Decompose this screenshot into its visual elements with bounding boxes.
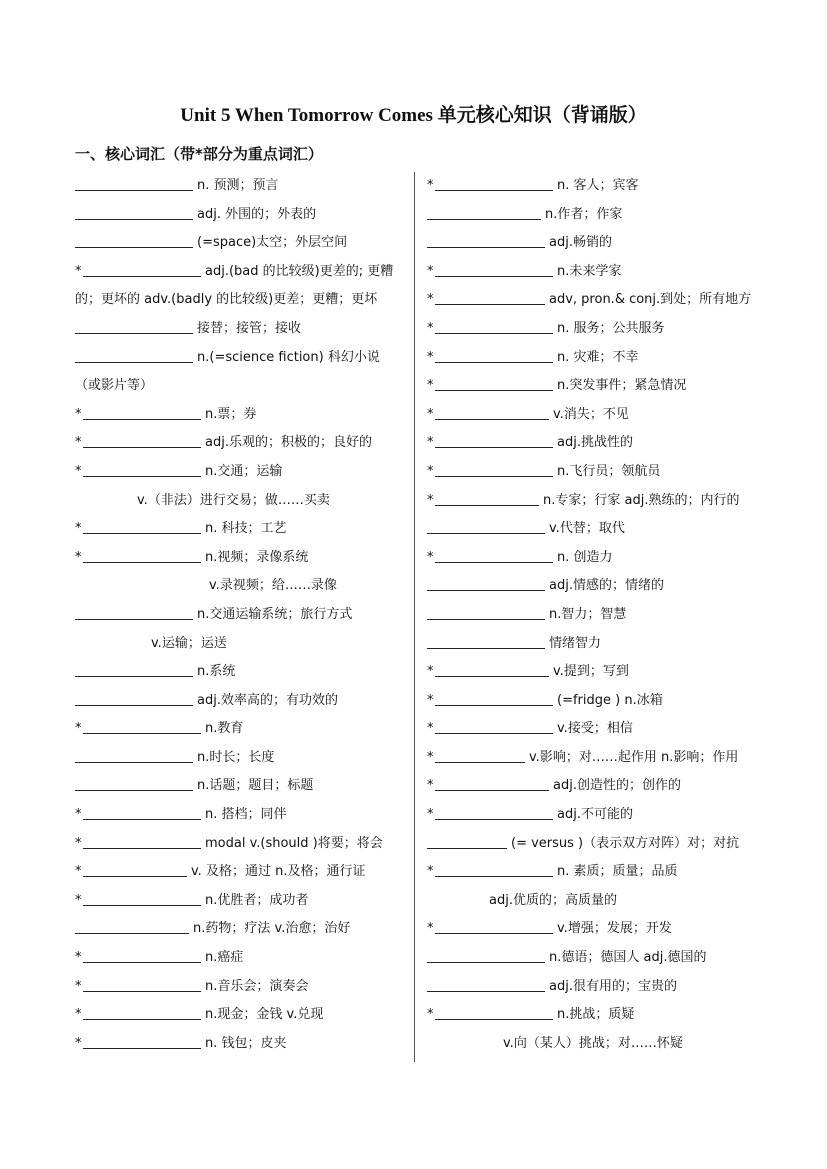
vocab-entry (75, 830, 405, 859)
key-word-star: * (427, 349, 434, 365)
answer-blank[interactable] (435, 661, 549, 677)
key-word-star: * (427, 263, 434, 279)
vocab-entry (427, 944, 757, 973)
key-word-star: * (427, 864, 434, 880)
answer-blank[interactable] (83, 518, 201, 534)
vocab-entry (75, 944, 405, 973)
answer-blank[interactable] (75, 775, 193, 791)
vocab-entry (427, 1030, 757, 1059)
vocab-entry (427, 973, 757, 1002)
key-word-star: * (75, 463, 82, 479)
answer-blank[interactable] (435, 490, 539, 506)
word-meaning: n.票；券 (205, 406, 257, 422)
word-meaning: (=space)太空；外层空间 (197, 235, 348, 251)
word-meaning: v.提到；写到 (553, 664, 629, 680)
answer-blank[interactable] (83, 861, 187, 877)
vocab-entry (75, 973, 405, 1002)
answer-blank[interactable] (435, 547, 553, 563)
vocab-entry (427, 401, 757, 430)
vocab-entry (427, 315, 757, 344)
vocab-entry (75, 429, 405, 458)
word-meaning: v.运输；运送 (151, 635, 227, 651)
vocab-entry (427, 601, 757, 630)
word-meaning: n.德语；德国人 adj.德国的 (549, 950, 707, 966)
key-word-star: * (427, 406, 434, 422)
answer-blank[interactable] (435, 690, 553, 706)
answer-blank[interactable] (83, 976, 201, 992)
answer-blank[interactable] (435, 461, 553, 477)
word-meaning: n. 服务；公共服务 (557, 320, 665, 336)
word-meaning: adj. 外围的；外表的 (197, 206, 317, 222)
word-meaning: 接替；接管；接收 (197, 320, 302, 336)
vocab-entry (75, 772, 405, 801)
vocab-entry (75, 801, 405, 830)
word-meaning: adj.畅销的 (549, 235, 612, 251)
word-meaning: n.(=science fiction) 科幻小说（或影片等） (75, 349, 380, 394)
word-meaning: adj.很有用的；宝贵的 (549, 978, 677, 994)
word-meaning: v.影响；对……起作用 n.影响；作用 (529, 749, 739, 765)
key-word-star: * (75, 950, 82, 966)
key-word-star: * (427, 807, 434, 823)
vocab-entry (427, 915, 757, 944)
answer-blank[interactable] (435, 747, 525, 763)
key-word-star: * (427, 492, 434, 508)
word-meaning: adj.(bad 的比较级)更差的; 更糟的；更坏的 adv.(badly 的比较级)更差；更糟；更坏 (75, 263, 394, 308)
column-divider (414, 172, 415, 1062)
answer-blank[interactable] (427, 204, 541, 220)
vocab-entry (75, 744, 405, 773)
vocab-entry (75, 229, 405, 258)
word-meaning: n.现金；金钱 v.兑现 (205, 1007, 324, 1023)
vocab-entry (75, 887, 405, 916)
answer-blank[interactable] (435, 861, 553, 877)
word-meaning: (= versus )（表示双方对阵）对；对抗 (511, 835, 740, 851)
word-meaning: adj.乐观的；积极的；良好的 (205, 435, 372, 451)
vocab-entry (427, 344, 757, 373)
word-meaning: adj.效率高的；有功效的 (197, 692, 338, 708)
vocab-entry (427, 372, 757, 401)
word-meaning: v.向（某人）挑战；对……怀疑 (503, 1035, 683, 1051)
answer-blank[interactable] (75, 918, 189, 934)
key-word-star: * (75, 1007, 82, 1023)
answer-blank[interactable] (435, 375, 553, 391)
answer-blank[interactable] (75, 347, 193, 363)
vocab-entry (427, 1001, 757, 1030)
key-word-star: * (427, 721, 434, 737)
vocab-entry (427, 715, 757, 744)
word-meaning: n.优胜者；成功者 (205, 892, 309, 908)
word-meaning: n.系统 (197, 664, 236, 680)
key-word-star: * (75, 807, 82, 823)
word-meaning: v.代替；取代 (549, 521, 625, 537)
word-meaning: (=fridge ) n.冰箱 (557, 692, 663, 708)
key-word-star: * (75, 406, 82, 422)
word-meaning: n.交通运输系统；旅行方式 (197, 606, 353, 622)
answer-blank[interactable] (435, 918, 553, 934)
word-meaning: modal v.(should )将要；将会 (205, 835, 383, 851)
key-word-star: * (427, 549, 434, 565)
vocab-entry (75, 258, 405, 315)
answer-blank[interactable] (75, 604, 193, 620)
word-meaning: n.作者；作家 (545, 206, 623, 222)
vocab-entry (75, 401, 405, 430)
key-word-star: * (75, 521, 82, 537)
answer-blank[interactable] (427, 575, 545, 591)
answer-blank[interactable] (83, 718, 201, 734)
vocab-entry (75, 315, 405, 344)
vocab-entry (75, 172, 405, 201)
answer-blank[interactable] (83, 261, 201, 277)
key-word-star: * (427, 178, 434, 193)
answer-blank[interactable] (83, 833, 201, 849)
answer-blank[interactable] (435, 432, 553, 448)
word-meaning: n.挑战；质疑 (557, 1007, 635, 1023)
vocab-entry (427, 487, 757, 516)
word-meaning: n.音乐会；演奏会 (205, 978, 309, 994)
word-meaning: adv, pron.& conj.到处；所有地方 (549, 292, 752, 308)
key-word-star: * (75, 263, 82, 279)
word-meaning: n.智力；智慧 (549, 606, 627, 622)
answer-blank[interactable] (435, 318, 553, 334)
vocab-entry (427, 887, 757, 916)
answer-blank[interactable] (427, 633, 545, 649)
word-meaning: n.药物；疗法 v.治愈；治好 (193, 921, 351, 937)
word-meaning: v.（非法）进行交易；做……买卖 (137, 492, 330, 508)
word-meaning: n. 创造力 (557, 549, 613, 565)
key-word-star: * (427, 378, 434, 394)
vocab-entry (75, 572, 405, 601)
vocab-entry (427, 572, 757, 601)
vocab-entry (75, 915, 405, 944)
right-vocab-column (427, 172, 757, 1058)
vocab-entry (75, 201, 405, 230)
word-meaning: n.专家；行家 adj.熟练的；内行的 (543, 492, 740, 508)
answer-blank[interactable] (427, 833, 507, 849)
word-meaning: n.癌症 (205, 950, 244, 966)
answer-blank[interactable] (75, 747, 193, 763)
answer-blank[interactable] (75, 175, 193, 191)
vocab-entry (427, 801, 757, 830)
vocab-entry (427, 172, 757, 201)
answer-blank[interactable] (83, 404, 201, 420)
answer-blank[interactable] (427, 518, 545, 534)
word-meaning: n. 素质；质量；品质 (557, 864, 678, 880)
key-word-star: * (427, 1007, 434, 1023)
word-meaning: n.视频；录像系统 (205, 549, 309, 565)
answer-blank[interactable] (435, 404, 549, 420)
vocab-entry (427, 544, 757, 573)
key-word-star: * (427, 778, 434, 794)
word-meaning: n. 钱包；皮夹 (205, 1035, 287, 1051)
key-word-star: * (75, 549, 82, 565)
key-word-star: * (427, 692, 434, 708)
answer-blank[interactable] (75, 232, 193, 248)
vocab-entry (427, 858, 757, 887)
key-word-star: * (75, 864, 82, 880)
answer-blank[interactable] (435, 718, 553, 734)
key-word-star: * (427, 749, 434, 765)
key-word-star: * (427, 463, 434, 479)
word-meaning: v.增强；发展；开发 (557, 921, 672, 937)
answer-blank[interactable] (83, 804, 201, 820)
key-word-star: * (75, 435, 82, 451)
word-meaning: adj.优质的；高质量的 (489, 892, 617, 908)
answer-blank[interactable] (427, 604, 545, 620)
word-meaning: adj.不可能的 (557, 807, 633, 823)
word-meaning: n. 预测；预言 (197, 178, 279, 193)
key-word-star: * (75, 721, 82, 737)
page-title: Unit 5 When Tomorrow Comes 单元核心知识（背诵版） (180, 105, 647, 126)
answer-blank[interactable] (435, 775, 549, 791)
word-meaning: adj.挑战性的 (557, 435, 633, 451)
word-meaning: n.突发事件；紧急情况 (557, 378, 687, 394)
vocab-entry (427, 687, 757, 716)
answer-blank[interactable] (83, 1004, 201, 1020)
vocab-entry (427, 286, 757, 315)
key-word-star: * (427, 435, 434, 451)
vocab-entry (75, 1001, 405, 1030)
answer-blank[interactable] (83, 1033, 201, 1049)
answer-blank[interactable] (427, 232, 545, 248)
answer-blank[interactable] (83, 461, 201, 477)
vocab-entry (75, 544, 405, 573)
answer-blank[interactable] (427, 976, 545, 992)
key-word-star: * (75, 978, 82, 994)
key-word-star: * (75, 1035, 82, 1051)
answer-blank[interactable] (427, 947, 545, 963)
vocab-entry (75, 858, 405, 887)
word-meaning: v.接受；相信 (557, 721, 633, 737)
answer-blank[interactable] (83, 947, 201, 963)
word-meaning: n. 灾难；不幸 (557, 349, 639, 365)
word-meaning: n. 搭档；同伴 (205, 807, 287, 823)
vocab-entry (427, 429, 757, 458)
vocab-entry (427, 458, 757, 487)
key-word-star: * (427, 320, 434, 336)
vocab-entry (427, 630, 757, 659)
vocab-entry (75, 344, 405, 401)
answer-blank[interactable] (75, 661, 193, 677)
answer-blank[interactable] (435, 289, 545, 305)
key-word-star: * (427, 664, 434, 680)
left-vocab-column (75, 172, 405, 1058)
key-word-star: * (427, 921, 434, 937)
vocab-entry (75, 658, 405, 687)
answer-blank[interactable] (75, 690, 193, 706)
vocab-entry (427, 658, 757, 687)
word-meaning: v.录视频；给……录像 (209, 578, 337, 594)
key-word-star: * (427, 292, 434, 308)
word-meaning: n. 客人；宾客 (557, 178, 639, 193)
word-meaning: adj.创造性的；创作的 (553, 778, 681, 794)
answer-blank[interactable] (435, 175, 553, 191)
word-meaning: n.交通；运输 (205, 463, 283, 479)
vocab-entry (75, 687, 405, 716)
answer-blank[interactable] (83, 432, 201, 448)
answer-blank[interactable] (435, 804, 553, 820)
answer-blank[interactable] (83, 547, 201, 563)
answer-blank[interactable] (435, 1004, 553, 1020)
vocab-entry (427, 229, 757, 258)
word-meaning: n. 科技；工艺 (205, 521, 287, 537)
key-word-star: * (75, 835, 82, 851)
word-meaning: n.未来学家 (557, 263, 622, 279)
answer-blank[interactable] (435, 347, 553, 363)
vocab-entry (427, 744, 757, 773)
vocab-entry (75, 487, 405, 516)
vocab-entry (75, 715, 405, 744)
word-meaning: 情绪智力 (549, 635, 602, 651)
word-meaning: n.飞行员；领航员 (557, 463, 661, 479)
word-meaning: v.消失；不见 (553, 406, 629, 422)
vocab-entry (75, 458, 405, 487)
vocab-entry (427, 515, 757, 544)
answer-blank[interactable] (83, 890, 201, 906)
answer-blank[interactable] (75, 204, 193, 220)
vocab-entry (75, 630, 405, 659)
vocab-entry (75, 515, 405, 544)
word-meaning: n.话题；题目；标题 (197, 778, 314, 794)
word-meaning: adj.情感的；情绪的 (549, 578, 664, 594)
key-word-star: * (75, 892, 82, 908)
vocab-entry (75, 601, 405, 630)
vocab-entry (427, 258, 757, 287)
answer-blank[interactable] (75, 318, 193, 334)
answer-blank[interactable] (435, 261, 553, 277)
vocab-entry (427, 830, 757, 859)
section-heading: 一、核心词汇（带*部分为重点词汇） (75, 145, 323, 163)
word-meaning: n.时长；长度 (197, 749, 275, 765)
word-meaning: n.教育 (205, 721, 244, 737)
vocab-entry (427, 772, 757, 801)
word-meaning: v. 及格；通过 n.及格；通行证 (191, 864, 366, 880)
vocab-entry (427, 201, 757, 230)
vocab-entry (75, 1030, 405, 1059)
